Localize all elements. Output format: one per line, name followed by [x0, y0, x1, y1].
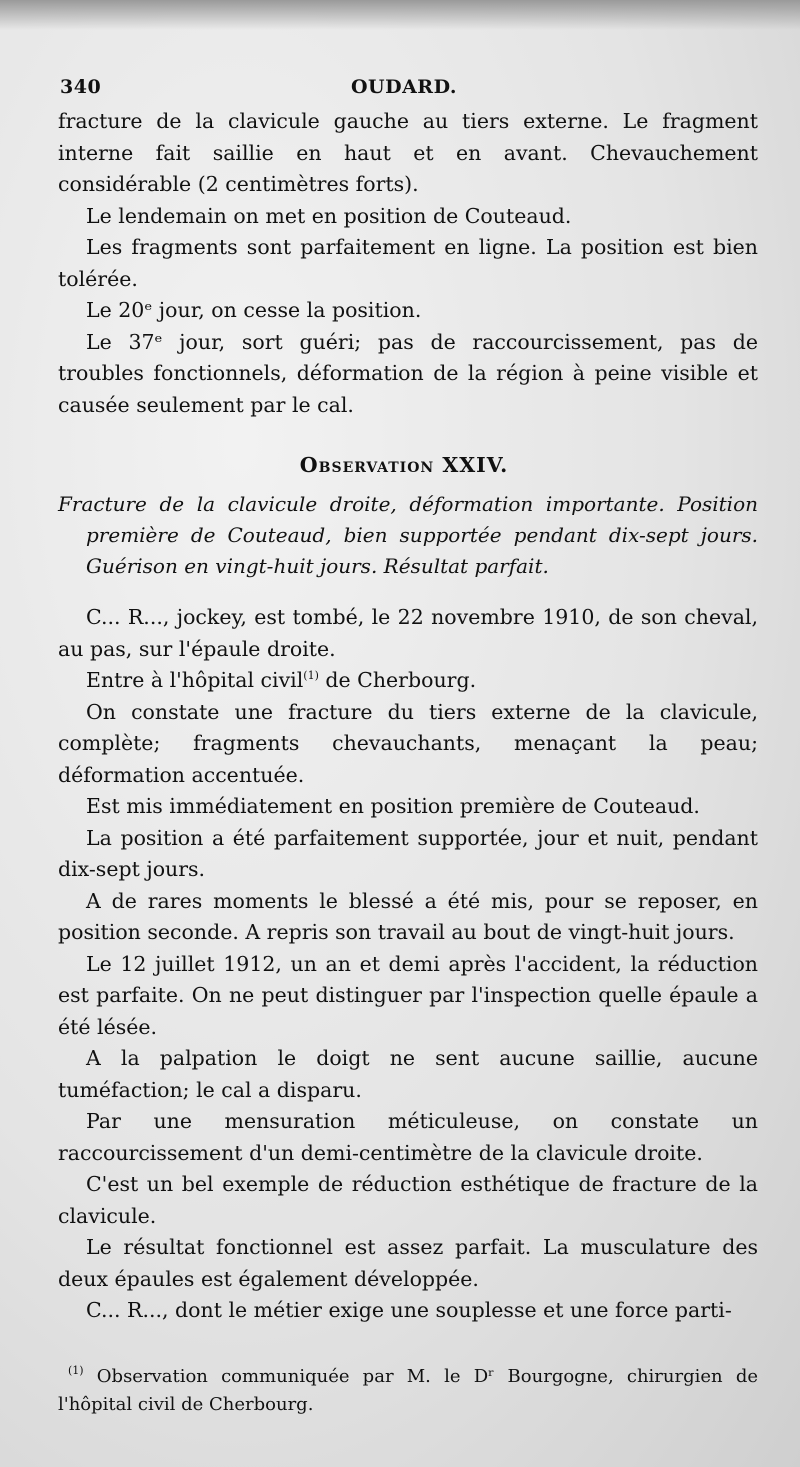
observation-label: Observation: [299, 453, 435, 477]
paragraph: Est mis immédiatement en position première de Couteaud.: [86, 794, 700, 818]
paragraph: Le résultat fonctionnel est assez parfait. La musculature des deux épaules est également développée.: [58, 1235, 758, 1291]
paragraph: On constate une fracture du tiers externe de la clavicule, complète; fragments chevauchants, menaçant la peau; déformation accentuée.: [58, 699, 758, 787]
paragraph: Le lendemain on met en position de Couteaud.: [86, 203, 572, 228]
intro-text: [50, 106, 758, 421]
running-head: [50, 70, 758, 106]
footnote-marker: (1): [68, 1363, 84, 1377]
observation-heading: [50, 453, 758, 477]
paragraph: Le 12 juillet 1912, un an et demi après l'accident, la réduction est parfaite. On ne peut distinguer par l'inspection quelle épaule a été lésée.: [58, 951, 758, 1039]
paragraph-hospital: [58, 665, 758, 697]
paragraph: C... R..., dont le métier exige une souplesse et une force parti-: [86, 1298, 732, 1322]
case-text: [50, 602, 758, 1327]
paragraph: C'est un bel exemple de réduction esthétique de fracture de la clavicule.: [58, 1172, 758, 1228]
paragraph: Le 20ᵉ jour, on cesse la position.: [86, 298, 422, 322]
paragraph: Par une mensuration méticuleuse, on constate un raccourcissement d'un demi-centimètre de la clavicule droite.: [58, 1109, 758, 1165]
hospital-city: de Cherbourg.: [318, 668, 477, 692]
paragraph: A de rares moments le blessé a été mis, pour se reposer, en position seconde. A repris son travail au bout de vingt-huit jours.: [58, 888, 758, 944]
paragraph: Le 37ᵉ jour, sort guéri; pas de raccourcissement, pas de troubles fonctionnels, déformation de la région à peine visible et causée seulement par le cal.: [58, 329, 758, 417]
header-title: OUDARD.: [350, 76, 458, 98]
observation-number: XXIV.: [442, 453, 509, 477]
paragraph: C... R..., jockey, est tombé, le 22 novembre 1910, de son cheval, au pas, sur l'épaule droite.: [58, 605, 758, 661]
paragraph: fracture de la clavicule gauche au tiers externe. Le fragment interne fait saillie en haut et en avant. Chevauchement considérable (2 centimètres forts).: [58, 109, 758, 196]
hospital-text: Entre à l'hôpital civil: [86, 668, 304, 692]
footnote-body: Observation communiquée par M. le Dʳ Bourgogne, chirurgien de l'hôpital civil de Cherbourg.: [58, 1365, 758, 1415]
footnote-reference[interactable]: (1): [303, 669, 319, 682]
page-number: 340: [60, 76, 102, 98]
observation-summary: [50, 489, 758, 582]
paragraph: La position a été parfaitement supportée, jour et nuit, pendant dix-sept jours.: [58, 825, 758, 881]
paragraph: Les fragments sont parfaitement en ligne. La position est bien tolérée.: [58, 235, 758, 291]
footnote: [50, 1363, 758, 1419]
footnote-text: [58, 1363, 758, 1419]
paragraph: A la palpation le doigt ne sent aucune saillie, aucune tuméfaction; le cal a disparu.: [58, 1046, 758, 1102]
summary-text: Fracture de la clavicule droite, déformation importante. Position première de Couteaud, bien supportée pendant dix-sept jours. Guérison en vingt-huit jours. Résultat parfait.: [58, 492, 758, 578]
